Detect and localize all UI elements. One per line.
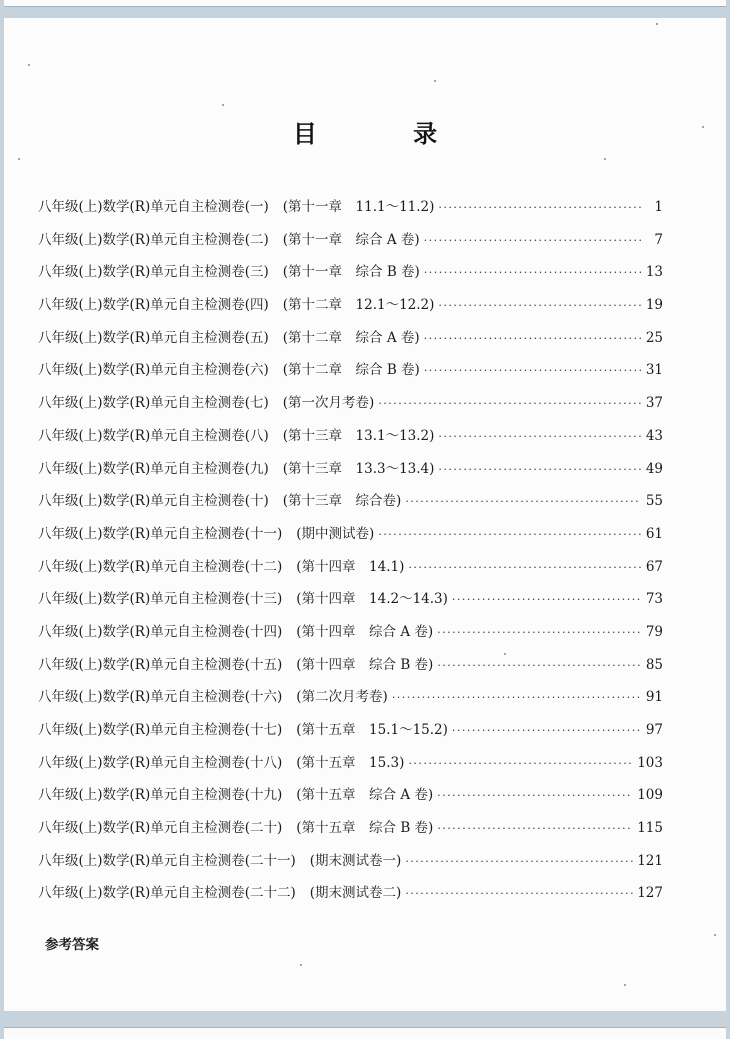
- toc-entry: [38, 293, 663, 326]
- dot-leader: [405, 495, 641, 508]
- toc-entry-title: 八年级(上)数学(R)单元自主检测卷(十一): [38, 525, 283, 542]
- toc-entry-section: (第十四章 14.2～14.3): [296, 591, 448, 608]
- toc-entry: [38, 260, 663, 293]
- toc-entry-title: 八年级(上)数学(R)单元自主检测卷(十三): [38, 591, 283, 608]
- dot-leader: [405, 855, 633, 868]
- toc-entry-section: (第十三章 13.3～13.4): [282, 460, 435, 477]
- answers-heading: 参考答案: [45, 937, 99, 953]
- toc-entry-title: 八年级(上)数学(R)单元自主检测卷(七): [38, 395, 269, 412]
- toc-entry: [38, 718, 663, 751]
- print-speck: [714, 934, 716, 936]
- dot-leader: [405, 887, 633, 900]
- toc-entry-section: (第十四章 综合 B 卷): [296, 656, 434, 673]
- toc-entry: [38, 424, 663, 457]
- print-speck: [624, 984, 626, 986]
- dot-leader: [438, 463, 641, 476]
- toc-entry-page-number: 109: [637, 787, 663, 804]
- print-speck: [18, 158, 20, 160]
- bottom-page-edge: [0, 1013, 730, 1038]
- page-title: 目 录: [292, 119, 482, 148]
- print-speck: [434, 80, 436, 82]
- toc-entry-section: (第十五章 15.3): [296, 754, 405, 771]
- toc-entry-title: 八年级(上)数学(R)单元自主检测卷(十六): [38, 689, 283, 706]
- toc-entry-title: 八年级(上)数学(R)单元自主检测卷(十四): [38, 623, 283, 640]
- toc-entry: [38, 391, 663, 424]
- toc-entry-section: (第十三章 13.1～13.2): [282, 427, 435, 444]
- toc-entry-title: 八年级(上)数学(R)单元自主检测卷(五): [38, 329, 269, 346]
- toc-entry-page-number: 121: [637, 852, 663, 869]
- print-speck: [504, 653, 506, 655]
- toc-entry-section: (期末测试卷一): [309, 852, 402, 869]
- toc-entry-section: (第十一章 综合 B 卷): [282, 264, 420, 281]
- print-speck: [28, 64, 30, 66]
- toc-entry-section: (第十五章 15.1～15.2): [296, 722, 448, 738]
- toc-entry: [38, 751, 663, 784]
- toc-entry-section: (第十三章 综合卷): [282, 493, 402, 510]
- toc-entry: [38, 555, 663, 588]
- toc-entry: [38, 849, 663, 882]
- toc-entry: [38, 457, 663, 490]
- dot-leader: [452, 593, 641, 606]
- toc-entry-page-number: 67: [645, 558, 663, 575]
- toc-entry: [38, 489, 663, 522]
- dot-leader: [424, 266, 641, 279]
- previous-page-strip: [4, 0, 726, 7]
- toc-entry-page-number: 25: [645, 329, 663, 346]
- dot-leader: [408, 561, 641, 574]
- toc-entry-page-number: 7: [654, 231, 663, 248]
- toc-entry-title: 八年级(上)数学(R)单元自主检测卷(二): [38, 231, 269, 248]
- toc-entry-page-number: 1: [654, 199, 663, 215]
- toc-entry: [38, 620, 663, 653]
- table-of-contents: [38, 195, 663, 914]
- dot-leader: [437, 789, 633, 802]
- toc-entry: [38, 685, 663, 718]
- toc-entry-title: 八年级(上)数学(R)单元自主检测卷(十八): [38, 754, 283, 771]
- dot-leader: [438, 299, 641, 312]
- toc-entry-title: 八年级(上)数学(R)单元自主检测卷(十七): [38, 722, 283, 738]
- toc-entry-page-number: 103: [637, 754, 663, 771]
- dot-leader: [424, 332, 641, 345]
- toc-entry-title: 八年级(上)数学(R)单元自主检测卷(十): [38, 493, 269, 510]
- toc-entry-page-number: 97: [645, 722, 663, 738]
- print-speck: [702, 126, 704, 128]
- toc-entry: [38, 358, 663, 391]
- toc-entry: [38, 587, 663, 620]
- dot-leader: [378, 528, 641, 541]
- toc-entry-section: (第十二章 12.1～12.2): [282, 297, 435, 314]
- toc-entry: [38, 228, 663, 261]
- dot-leader: [452, 724, 641, 737]
- toc-entry-title: 八年级(上)数学(R)单元自主检测卷(十五): [38, 656, 283, 673]
- dot-leader: [437, 626, 641, 639]
- toc-entry-title: 八年级(上)数学(R)单元自主检测卷(六): [38, 362, 269, 379]
- toc-entry-page-number: 85: [645, 656, 663, 673]
- toc-entry: [38, 881, 663, 914]
- toc-entry-page-number: 31: [645, 362, 663, 379]
- toc-entry-section: (期中测试卷): [296, 525, 375, 542]
- next-page-strip: [4, 1027, 726, 1039]
- dot-leader: [408, 757, 633, 770]
- toc-entry-page-number: 73: [645, 591, 663, 608]
- toc-entry-section: (第十二章 综合 B 卷): [282, 362, 420, 379]
- toc-entry-page-number: 43: [645, 427, 663, 444]
- toc-entry-title: 八年级(上)数学(R)单元自主检测卷(二十二): [38, 885, 296, 902]
- toc-entry-title: 八年级(上)数学(R)单元自主检测卷(九): [38, 460, 269, 477]
- toc-entry-page-number: 79: [645, 623, 663, 640]
- toc-entry-section: (第十二章 综合 A 卷): [282, 329, 420, 346]
- toc-entry-section: (第十一章 综合 A 卷): [282, 231, 420, 248]
- toc-entry-title: 八年级(上)数学(R)单元自主检测卷(八): [38, 427, 269, 444]
- toc-entry-page-number: 127: [637, 885, 663, 902]
- toc-entry-page-number: 13: [645, 264, 663, 281]
- toc-entry-section: (第十四章 综合 A 卷): [296, 623, 434, 640]
- toc-entry-title: 八年级(上)数学(R)单元自主检测卷(二十): [38, 820, 283, 837]
- toc-entry-page-number: 49: [645, 460, 663, 477]
- dot-leader: [424, 364, 641, 377]
- toc-entry-title: 八年级(上)数学(R)单元自主检测卷(二十一): [38, 852, 296, 869]
- dot-leader: [438, 201, 641, 214]
- toc-entry-page-number: 55: [645, 493, 663, 510]
- document-page: [4, 18, 726, 1011]
- toc-entry-section: (第十四章 14.1): [296, 558, 405, 575]
- toc-entry-page-number: 19: [645, 297, 663, 314]
- toc-entry-section: (第一次月考卷): [282, 395, 375, 412]
- toc-entry-page-number: 61: [645, 525, 663, 542]
- toc-entry: [38, 816, 663, 849]
- toc-entry-section: (第二次月考卷): [296, 689, 388, 706]
- print-speck: [300, 964, 302, 966]
- toc-entry-section: (第十一章 11.1～11.2): [282, 199, 435, 215]
- toc-entry-section: (第十五章 综合 B 卷): [296, 820, 434, 837]
- toc-entry: [38, 195, 663, 228]
- toc-entry: [38, 326, 663, 359]
- toc-entry-title: 八年级(上)数学(R)单元自主检测卷(四): [38, 297, 269, 314]
- toc-entry-section: (期末测试卷二): [309, 885, 402, 902]
- toc-entry-title: 八年级(上)数学(R)单元自主检测卷(三): [38, 264, 269, 281]
- toc-entry-title: 八年级(上)数学(R)单元自主检测卷(一): [38, 199, 269, 215]
- dot-leader: [437, 659, 641, 672]
- dot-leader: [424, 234, 641, 247]
- toc-entry: [38, 522, 663, 555]
- dot-leader: [378, 397, 641, 410]
- print-speck: [222, 104, 224, 106]
- dot-leader: [392, 691, 641, 704]
- toc-entry-page-number: 37: [645, 395, 663, 412]
- toc-entry-title: 八年级(上)数学(R)单元自主检测卷(十二): [38, 558, 283, 575]
- toc-entry: [38, 783, 663, 816]
- print-speck: [604, 158, 606, 160]
- toc-entry-page-number: 91: [645, 689, 663, 706]
- toc-entry: [38, 653, 663, 686]
- top-page-edge: [0, 0, 730, 16]
- dot-leader: [438, 430, 641, 443]
- dot-leader: [437, 822, 633, 835]
- toc-entry-page-number: 115: [637, 820, 663, 837]
- print-speck: [656, 23, 658, 25]
- toc-entry-section: (第十五章 综合 A 卷): [296, 787, 434, 804]
- toc-entry-title: 八年级(上)数学(R)单元自主检测卷(十九): [38, 787, 283, 804]
